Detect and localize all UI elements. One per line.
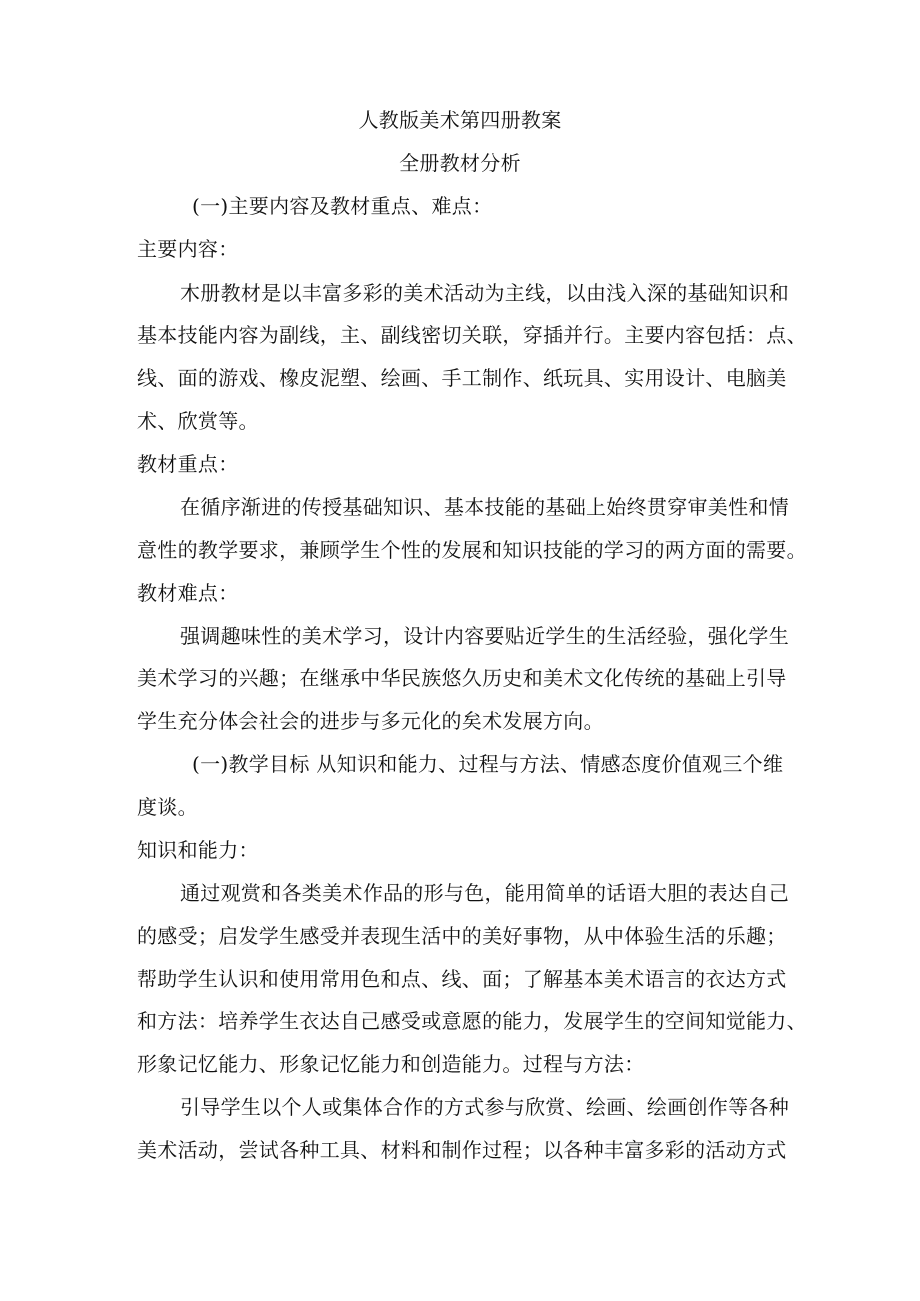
difficulties-line: 学生充分体会社会的进步与多元化的矣术发展方向。 <box>137 709 604 733</box>
knowledge-line: 帮助学生认识和使用常用色和点、线、面；了解基本美术语言的衣达方式 <box>137 967 787 991</box>
knowledge-line: 和方法：培养学生衣达自己感受或意愿的能力，发展学生的空间知觉能力、 <box>137 1009 807 1033</box>
difficulties-label: 教材难点： <box>137 581 239 605</box>
main-content-line: 木册教材是以丰富多彩的美术活动为主线，以由浅入深的基础知识和 <box>180 281 789 305</box>
difficulties-line: 强调趣味性的美术学习，设计内容要贴近学生的生活经验，强化学生 <box>180 624 789 648</box>
main-content-label: 主要内容： <box>137 237 239 261</box>
knowledge-line: 的感受；启发学生感受并表现生活中的美好事物，从中体验生活的乐趣； <box>137 924 787 948</box>
section-heading-teaching-goals: (一)教学目标 从知识和能力、过程与方法、情感态度价值观三个维 <box>192 752 784 776</box>
knowledge-line: 通过观赏和各类美术作品的形与色，能用简单的话语大胆的表达自己 <box>180 881 789 905</box>
document-subtitle: 全册教材分析 <box>399 151 521 175</box>
document-title: 人教版美术第四册教案 <box>358 108 562 132</box>
process-line: 引导学生以个人或集体合作的方式参与欣赏、绘画、绘画创作等各种 <box>180 1095 789 1119</box>
key-points-line: 意性的教学要求，兼顾学生个性的发展和知识技能的学习的两方面的需要。 <box>137 538 807 562</box>
key-points-line: 在循序渐进的传授基础知识、基本技能的基础上始终贯穿审美性和情 <box>180 495 789 519</box>
section-heading-main-content: (一)主要内容及教材重点、难点： <box>192 194 493 218</box>
knowledge-label: 知识和能力： <box>137 838 259 862</box>
section-heading-teaching-goals-cont: 度谈。 <box>137 795 198 819</box>
main-content-line: 基本技能内容为副线，主、副线密切关联，穿插并行。主要内容包括：点、 <box>137 323 807 347</box>
key-points-label: 教材重点： <box>137 452 239 476</box>
difficulties-line: 美术学习的兴趣；在继承中华民族悠久历史和美术文化传统的基础上引导 <box>137 666 787 690</box>
knowledge-line: 形象记忆能力、形象记忆能力和创造能力。过程与方法： <box>137 1052 645 1076</box>
process-line: 美术活动，尝试各种工具、材料和制作过程；以各种丰富多彩的活动方式 <box>137 1138 787 1162</box>
main-content-line: 线、面的游戏、橡皮泥塑、绘画、手工制作、纸玩具、实用设计、电脑美 <box>137 366 787 390</box>
main-content-line: 术、欣赏等。 <box>137 409 259 433</box>
